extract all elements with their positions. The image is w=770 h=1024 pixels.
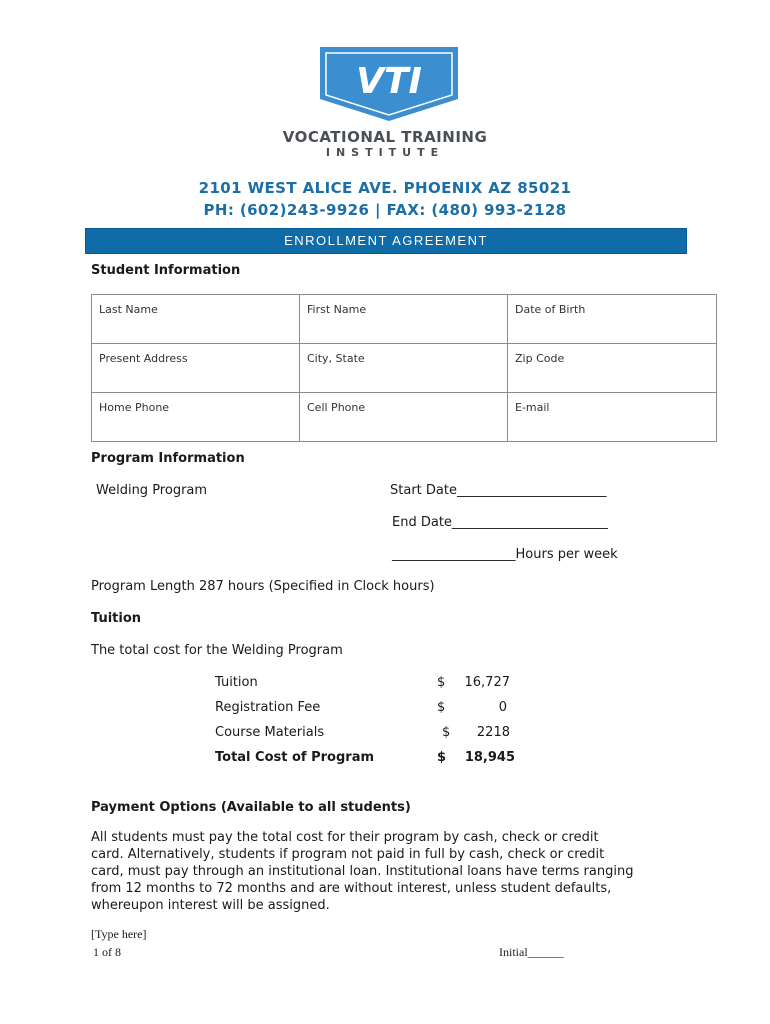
enrollment-agreement-banner: ENROLLMENT AGREEMENT: [86, 229, 686, 253]
fee-label-registration: Registration Fee: [215, 700, 321, 715]
fee-label-course-materials: Course Materials: [215, 725, 325, 740]
fee-currency-total: $: [437, 750, 447, 765]
fee-amount-registration: 0: [498, 700, 507, 715]
payment-line: from 12 months to 72 months and are without interest, unless student defaults,: [91, 881, 612, 896]
tuition-heading: Tuition: [91, 611, 142, 626]
student-info-heading: Student Information: [91, 263, 241, 278]
footer-initial-field[interactable]: Initial______: [499, 945, 564, 959]
footer-page-number: 1 of 8: [93, 945, 121, 959]
city-state-field[interactable]: City, State: [300, 344, 508, 393]
last-name-field[interactable]: Last Name: [92, 295, 300, 344]
present-address-field[interactable]: Present Address: [92, 344, 300, 393]
program-length: Program Length 287 hours (Specified in Clock hours): [91, 579, 435, 594]
hours-per-week-field[interactable]: ___________________Hours per week: [392, 547, 618, 562]
footer-type-here: [Type here]: [91, 927, 147, 941]
payment-line: card. Alternatively, students if program not paid in full by cash, check or credit: [91, 847, 605, 862]
logo-initials: VTI: [356, 61, 422, 102]
home-phone-field[interactable]: Home Phone: [92, 393, 300, 441]
payment-line: card, must pay through an institutional loan. Institutional loans have terms ranging: [91, 864, 634, 879]
program-name: Welding Program: [96, 483, 208, 498]
fee-label-total: Total Cost of Program: [215, 750, 375, 765]
fee-label-tuition: Tuition: [215, 675, 258, 690]
first-name-field[interactable]: First Name: [300, 295, 508, 344]
fee-currency-tuition: $: [437, 675, 446, 690]
fee-amount-total: 18,945: [464, 750, 515, 765]
fee-currency-course-materials: $: [442, 725, 451, 740]
end-date-field[interactable]: End Date________________________: [392, 515, 608, 530]
payment-line: whereupon interest will be assigned.: [91, 898, 330, 913]
logo-name-line1: VOCATIONAL TRAINING: [282, 128, 488, 146]
fee-amount-tuition: 16,727: [464, 675, 510, 690]
start-date-field[interactable]: Start Date_______________________: [390, 483, 607, 498]
logo-name-line2: INSTITUTE: [325, 146, 445, 159]
vti-logo: [320, 47, 458, 121]
program-info-heading: Program Information: [91, 451, 245, 466]
payment-options-text: [91, 829, 691, 914]
student-info-table: [91, 294, 717, 442]
date-of-birth-field[interactable]: Date of Birth: [508, 295, 716, 344]
phone-fax-line: PH: (602)243-9926 | FAX: (480) 993-2128: [203, 201, 567, 219]
fee-currency-registration: $: [437, 700, 446, 715]
tuition-intro: The total cost for the Welding Program: [91, 643, 343, 658]
payment-options-heading: Payment Options (Available to all students): [91, 800, 411, 815]
zip-code-field[interactable]: Zip Code: [508, 344, 716, 393]
fee-amount-course-materials: 2218: [476, 725, 510, 740]
address-line: 2101 WEST ALICE AVE. PHOENIX AZ 85021: [198, 179, 572, 197]
cell-phone-field[interactable]: Cell Phone: [300, 393, 508, 441]
payment-line: All students must pay the total cost for their program by cash, check or credit: [91, 830, 599, 845]
email-field[interactable]: E-mail: [515, 401, 550, 414]
